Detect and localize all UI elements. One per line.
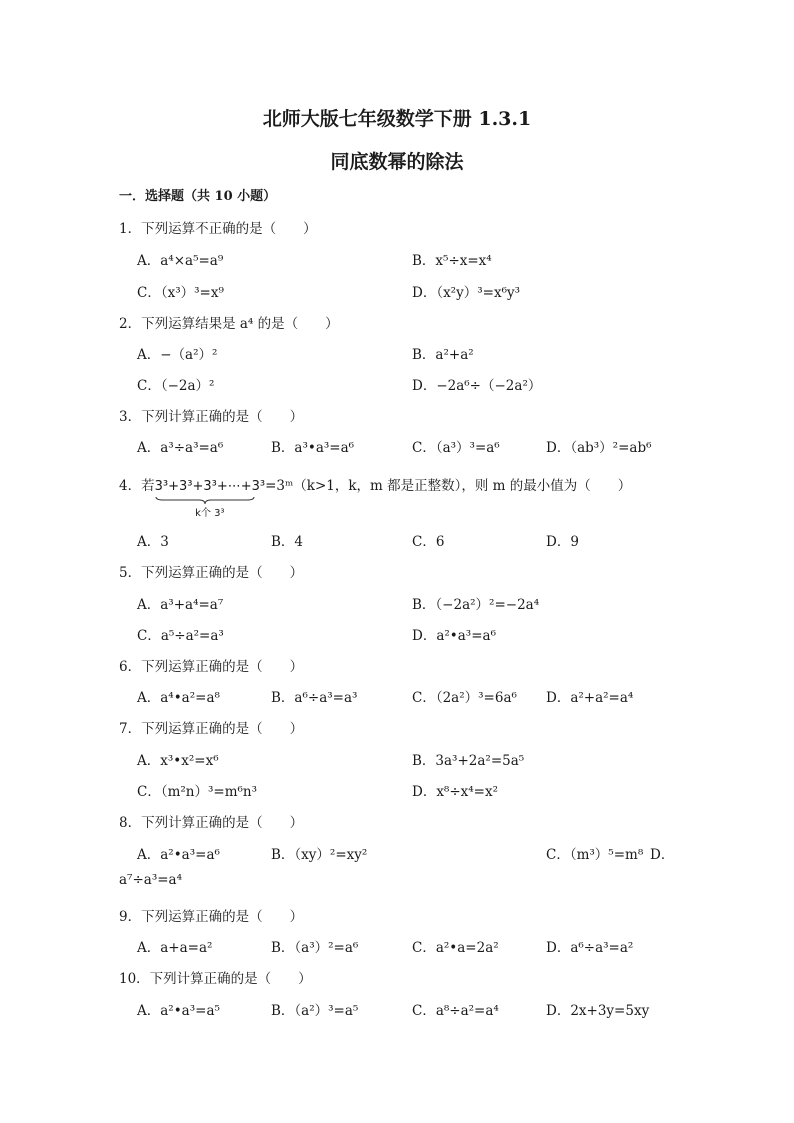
question-4-sum-terms: 3³+3³+3³+⋯+3³ — [154, 479, 266, 494]
underbrace-icon — [155, 496, 255, 504]
question-10-option-c: C．a⁸÷a²=a⁴ — [412, 1003, 499, 1019]
question-9-option-a: A．a+a=a² — [137, 940, 213, 956]
question-6-stem: 6．下列运算正确的是（ ） — [119, 659, 304, 675]
question-5-option-b: B．（−2a²）²=−2a⁴ — [412, 597, 540, 613]
question-4-option-b: B．4 — [271, 534, 304, 550]
question-9-option-d: D．a⁶÷a³=a² — [546, 940, 634, 956]
question-6-option-d: D．a²+a²=a⁴ — [546, 690, 634, 706]
question-3-option-c: C．（a³）³=a⁶ — [412, 440, 500, 456]
question-3-option-a: A．a³÷a³=a⁶ — [137, 440, 224, 456]
question-2-option-a: A．−（a²）² — [137, 347, 218, 363]
question-4-stem — [119, 474, 632, 519]
question-8-option-d: a⁷÷a³=a⁴ — [119, 872, 183, 888]
question-6-option-c: C．（2a²）³=6a⁶ — [412, 690, 517, 706]
question-10-stem: 10．下列计算正确的是（ ） — [119, 971, 312, 987]
question-10-option-b: B．（a²）³=a⁵ — [271, 1003, 359, 1019]
question-8-stem: 8．下列计算正确的是（ ） — [119, 815, 304, 831]
question-7-option-b: B．3a³+2a²=5a⁵ — [412, 753, 525, 769]
question-4-suffix: =3ᵐ（k>1，k，m 都是正整数），则 m 的最小值为（ ） — [265, 478, 632, 494]
question-1-option-d: D．（x²y）³=x⁶y³ — [412, 285, 521, 301]
section-heading: 一．选择题（共 10 小题） — [119, 189, 277, 204]
question-2-option-b: B．a²+a² — [412, 347, 474, 363]
question-2-option-d: D．−2a⁶÷（−2a²） — [412, 378, 542, 394]
question-5-option-d: D．a²•a³=a⁶ — [412, 628, 496, 644]
question-8-option-a: A．a²•a³=a⁶ — [137, 847, 220, 863]
question-5-stem: 5．下列运算正确的是（ ） — [119, 565, 304, 581]
question-5-option-c: C．a⁵÷a²=a³ — [137, 628, 224, 644]
question-4-option-a: A．3 — [137, 534, 169, 550]
question-6-option-a: A．a⁴•a²=a⁸ — [137, 690, 220, 706]
question-4-option-d: D．9 — [546, 534, 579, 550]
document-subtitle: 同底数幂的除法 — [330, 151, 464, 173]
question-6-option-b: B．a⁶÷a³=a³ — [271, 690, 358, 706]
question-9-option-b: B．（a³）²=a⁶ — [271, 940, 359, 956]
question-4-sum-expression — [154, 479, 266, 519]
document-title: 北师大版七年级数学下册 1.3.1 — [262, 108, 532, 130]
question-7-option-c: C．（m²n）³=m⁶n³ — [137, 784, 258, 800]
question-1-option-c: C．（x³）³=x⁹ — [137, 285, 224, 301]
question-7-stem: 7．下列运算正确的是（ ） — [119, 721, 304, 737]
question-4-prefix: 4．若 — [119, 478, 155, 494]
question-1-option-a: A．a⁴×a⁵=a⁹ — [137, 253, 224, 269]
question-7-option-d: D．x⁸÷x⁴=x² — [412, 784, 499, 800]
question-2-option-c: C．（−2a）² — [137, 378, 215, 394]
question-2-stem: 2．下列运算结果是 a⁴ 的是（ ） — [119, 316, 339, 332]
question-1-stem: 1．下列运算不正确的是（ ） — [119, 221, 317, 237]
question-8-option-d-label: D． — [650, 847, 675, 863]
question-10-option-a: A．a²•a³=a⁵ — [137, 1003, 220, 1019]
question-7-option-a: A．x³•x²=x⁶ — [137, 753, 219, 769]
question-4-underbrace-label: k个 3³ — [195, 508, 225, 519]
question-9-option-c: C．a²•a=2a² — [412, 940, 499, 956]
question-1-option-b: B．x⁵÷x=x⁴ — [412, 253, 492, 269]
question-3-option-d: D．（ab³）²=ab⁶ — [546, 440, 652, 456]
question-8-option-c: C．（m³）⁵=m⁸ — [546, 847, 644, 863]
question-3-option-b: B．a³•a³=a⁶ — [271, 440, 355, 456]
question-4-option-c: C．6 — [412, 534, 445, 550]
question-3-stem: 3．下列计算正确的是（ ） — [119, 409, 304, 425]
question-9-stem: 9．下列运算正确的是（ ） — [119, 909, 304, 925]
question-8-option-b: B．（xy）²=xy² — [271, 847, 368, 863]
question-5-option-a: A．a³+a⁴=a⁷ — [137, 597, 224, 613]
question-10-option-d: D．2x+3y=5xy — [546, 1003, 650, 1019]
